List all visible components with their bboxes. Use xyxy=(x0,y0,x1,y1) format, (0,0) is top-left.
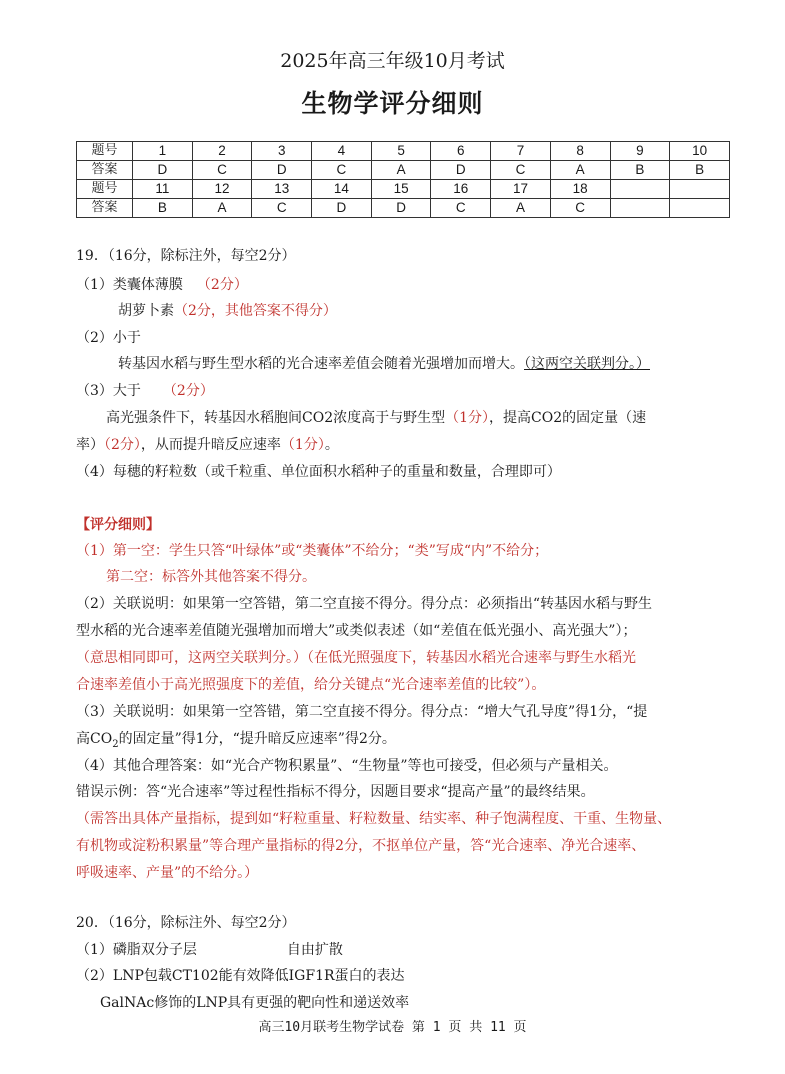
table-cell: 3 xyxy=(252,142,312,161)
rule-2c: （意思相同即可，这两空关联判分。）（在低光照强度下，转基因水稻光合速率与野生水稻光 xyxy=(76,650,636,666)
rule-1a-prefix: （1）第一空： xyxy=(76,543,169,559)
q19-part3-score: （2分） xyxy=(162,383,214,399)
table-cell: 2 xyxy=(192,142,252,161)
rule-1a xyxy=(76,541,548,561)
q19-part2-answer: （2）小于 xyxy=(76,330,141,346)
q20-part1-text: （1）磷脂双分子层 xyxy=(76,942,197,958)
rule-2d: 合速率差值小于高光照强度下的差值，给分关键点“光合速率差值的比较”）。 xyxy=(76,677,546,693)
table-cell xyxy=(610,180,670,199)
table-cell: D xyxy=(371,199,431,218)
table-cell: C xyxy=(431,199,491,218)
table-cell: D xyxy=(312,199,372,218)
q19-part1-second xyxy=(118,301,337,321)
q19-part3-answer xyxy=(76,381,214,401)
table-cell: 6 xyxy=(431,142,491,161)
q19-part3-text: （3）大于 xyxy=(76,383,141,399)
table-cell: A xyxy=(491,199,551,218)
table-cell xyxy=(610,199,670,218)
rule-3b xyxy=(76,729,396,755)
table-row xyxy=(77,199,730,218)
row-label: 答案 xyxy=(77,161,133,180)
q19-part1-text: （1）类囊体薄膜 xyxy=(76,277,183,293)
table-cell: 5 xyxy=(371,142,431,161)
q20-part2-answer: （2）LNP包载CT102能有效降低IGF1R蛋白的表达 xyxy=(76,968,405,984)
q19-part3-score-2: （2分） xyxy=(104,437,141,453)
rule-4a: （4）其他合理答案：如“光合产物积累量”、“生物量”等也可接受，但必须与产量相关。 xyxy=(76,758,618,774)
rule-3b-a: 高CO xyxy=(76,731,113,747)
table-cell: 11 xyxy=(133,180,193,199)
q19-part3-explain-1a: 高光强条件下，转基因水稻胞间CO2浓度高于与野生型 xyxy=(106,410,446,426)
q19-part3-explain-2a: 率） xyxy=(76,437,104,453)
table-cell: D xyxy=(431,161,491,180)
table-cell: C xyxy=(252,199,312,218)
q20-heading: 20．（16分，除标注外、每空2分） xyxy=(76,915,296,931)
table-cell: B xyxy=(670,161,730,180)
q20-part1-second: 自由扩散 xyxy=(286,942,343,958)
rule-2b: 型水稻的光合速率差值随光强增加而增大”或类似表述（如“差值在低光强小、高光强大”）； xyxy=(76,623,637,639)
table-cell xyxy=(670,180,730,199)
table-row xyxy=(77,161,730,180)
q19-part3-score-1: （1分） xyxy=(445,410,490,426)
table-cell: 10 xyxy=(670,142,730,161)
table-cell: B xyxy=(610,161,670,180)
q20-part1-answer xyxy=(76,940,343,960)
row-label: 题号 xyxy=(77,142,133,161)
row-label: 答案 xyxy=(77,199,133,218)
q19-part3-explain-2b: ，从而提升暗反应速率 xyxy=(140,437,281,453)
answer-table xyxy=(76,141,730,218)
table-cell: C xyxy=(312,161,372,180)
table-cell: 17 xyxy=(491,180,551,199)
table-cell: D xyxy=(133,161,193,180)
row-label: 题号 xyxy=(77,180,133,199)
q19-part1b-score: （2分，其他答案不得分） xyxy=(174,303,337,319)
rule-3a: （3）关联说明：如果第一空答错，第二空直接不得分。得分点：“增大气孔导度”得1分，“提 xyxy=(76,704,648,720)
table-cell: 16 xyxy=(431,180,491,199)
rule-1b: 第二空：标答外其他答案不得分。 xyxy=(106,569,316,585)
rule-1a-text: 学生只答“叶绿体”或“类囊体”不给分；“类”写成“内”不给分； xyxy=(168,543,549,559)
table-row xyxy=(77,180,730,199)
table-cell: 18 xyxy=(550,180,610,199)
table-cell: A xyxy=(192,199,252,218)
table-cell: C xyxy=(491,161,551,180)
rule-3b-subscript: 2 xyxy=(112,738,119,750)
q19-heading: 19．（16分，除标注外，每空2分） xyxy=(76,248,296,264)
table-cell xyxy=(670,199,730,218)
table-cell: A xyxy=(550,161,610,180)
q19-part2b-text: 转基因水稻与野生型水稻的光合速率差值会随着光强增加而增大。 xyxy=(118,356,524,372)
table-row xyxy=(77,142,730,161)
table-cell: 13 xyxy=(252,180,312,199)
q19-part2-second xyxy=(118,354,650,374)
q19-part3-score-3: （1分） xyxy=(280,437,325,453)
rule-4c: （需答出具体产量指标，提到如“籽粒重量、籽粒数量、结实率、种子饱满程度、干重、生物量、 xyxy=(76,811,672,827)
table-cell: 9 xyxy=(610,142,670,161)
table-cell: C xyxy=(192,161,252,180)
table-cell: 8 xyxy=(550,142,610,161)
q19-part1-score: （2分） xyxy=(196,277,248,293)
rule-4d: 有机物或淀粉积累量”等合理产量指标的得2分，不抠单位产量，答“光合速率、净光合速率、 xyxy=(76,838,646,854)
table-cell: B xyxy=(133,199,193,218)
q19-part3-explain-1 xyxy=(106,408,646,428)
q19-part1-answer xyxy=(76,275,248,295)
q19-part3-explain-2c: 。 xyxy=(324,437,339,453)
rule-2a: （2）关联说明：如果第一空答错，第二空直接不得分。得分点：必须指出“转基因水稻与野生 xyxy=(76,596,653,612)
table-cell: 15 xyxy=(371,180,431,199)
q20-part2-second: GalNAc修饰的LNP具有更强的靶向性和递送效率 xyxy=(100,995,410,1011)
page-footer: 高三10月联考生物学试卷 第 1 页 共 11 页 xyxy=(258,1020,527,1035)
table-cell: 4 xyxy=(312,142,372,161)
table-cell: C xyxy=(550,199,610,218)
table-cell: 1 xyxy=(133,142,193,161)
rules-heading: 【评分细则】 xyxy=(76,517,160,533)
exam-title: 2025年高三年级10月考试 xyxy=(280,50,505,72)
q19-part3-explain-1b: ，提高CO2的固定量（速 xyxy=(489,410,647,426)
q19-part1b-text: 胡萝卜素 xyxy=(118,303,174,319)
rule-4e: 呼吸速率、产量”的不给分。） xyxy=(76,865,259,881)
rule-3b-b: 的固定量”得1分，“提升暗反应速率”得2分。 xyxy=(118,731,396,747)
table-cell: A xyxy=(371,161,431,180)
q19-part4-answer: （4）每穗的籽粒数（或千粒重、单位面积水稻种子的重量和数量，合理即可） xyxy=(76,464,561,480)
page-title: 生物学评分细则 xyxy=(301,89,484,118)
table-cell: 14 xyxy=(312,180,372,199)
q19-part2b-note: （这两空关联判分。） xyxy=(524,356,650,372)
table-cell: 7 xyxy=(491,142,551,161)
table-cell: D xyxy=(252,161,312,180)
rule-4b: 错误示例：答“光合速率”等过程性指标不得分，因题目要求“提高产量”的最终结果。 xyxy=(76,784,595,800)
q19-part3-explain-2 xyxy=(76,435,339,455)
table-cell: 12 xyxy=(192,180,252,199)
